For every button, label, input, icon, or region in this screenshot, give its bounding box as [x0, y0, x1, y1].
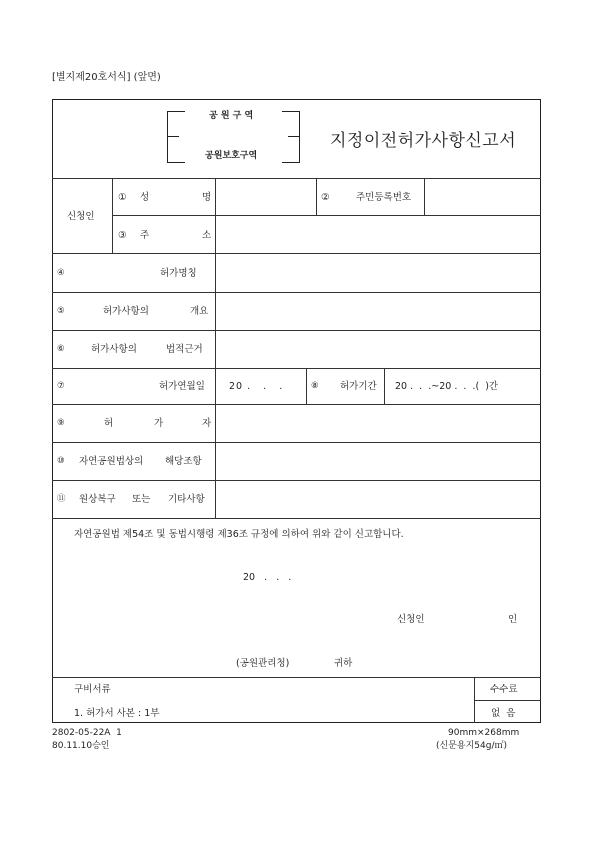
attachment-item: 1. 허가서 사본 : 1부	[74, 708, 160, 719]
attachments-label: 구비서류	[74, 684, 111, 695]
legal-basis-label-b: 법적근거	[166, 344, 203, 355]
signature-applicant-label: 신청인	[397, 614, 425, 625]
rrn-field[interactable]	[425, 179, 540, 214]
paper-type: (신문용지54g/㎡)	[436, 741, 507, 751]
other-matters-label-c: 기타사항	[168, 494, 205, 505]
fee-label: 수수료	[490, 684, 518, 695]
rrn-label: 주민등록번호	[356, 192, 412, 203]
permit-summary-field[interactable]	[216, 293, 540, 329]
permit-holder-number: ⑨	[57, 418, 65, 428]
permit-period-label: 허가기간	[340, 381, 377, 392]
permit-date-label: 허가연월일	[159, 381, 205, 392]
option-bracket-left-mid	[167, 136, 179, 137]
permit-holder-label-b: 가	[154, 418, 164, 429]
permit-name-field[interactable]	[216, 254, 540, 291]
permit-summary-label-a: 허가사항의	[103, 306, 149, 317]
option-park-area: 공 원 구 역	[209, 111, 254, 121]
option-park-protection-area: 공원보호구역	[205, 151, 258, 161]
permit-summary-number: ⑤	[57, 306, 65, 316]
form-code: 2802-05-22A 1	[52, 728, 122, 738]
option-bracket-left	[167, 111, 185, 163]
legal-basis-label-a: 허가사항의	[91, 344, 137, 355]
clause-label-a: 자연공원법상의	[79, 456, 144, 467]
permit-holder-label-a: 허	[104, 418, 114, 429]
approval-date: 80.11.10승인	[52, 741, 110, 751]
permit-date-number: ⑦	[57, 381, 65, 391]
rrn-number: ②	[321, 192, 330, 203]
legal-basis-number: ⑥	[57, 344, 65, 354]
statement-date[interactable]: 20 . . .	[243, 572, 292, 583]
permit-holder-label-c: 자	[202, 418, 212, 429]
recipient-honorific: 귀하	[334, 658, 353, 669]
permit-period-number: ⑧	[311, 381, 319, 391]
permit-summary-label-b: 개요	[190, 306, 209, 317]
address-label-a: 주	[140, 230, 150, 241]
clause-number: ⑩	[57, 456, 65, 466]
permit-period-value[interactable]: 20 . . .~20 . . .( )간	[395, 381, 499, 392]
page-title: 지정이전허가사항신고서	[330, 131, 517, 151]
address-field[interactable]	[216, 216, 540, 252]
statement-text: 자연공원법 제54조 및 동법시행령 제36조 규정에 의하여 위와 같이 신고합니다.	[74, 529, 404, 540]
address-label-b: 소	[202, 230, 212, 241]
clause-label-b: 해당조항	[165, 456, 202, 467]
other-matters-label-b: 또는	[132, 494, 151, 505]
name-field[interactable]	[216, 179, 315, 214]
permit-date-value[interactable]: 20 . . .	[229, 381, 284, 392]
address-number: ③	[118, 230, 127, 241]
permit-name-number: ④	[57, 268, 65, 278]
applicant-label: 신청인	[67, 211, 95, 222]
other-matters-number: ⑪	[57, 494, 66, 504]
other-matters-label-a: 원상복구	[79, 494, 116, 505]
paper-size: 90mm×268mm	[448, 728, 520, 738]
permit-name-label: 허가명칭	[160, 268, 197, 279]
permit-holder-field[interactable]	[216, 405, 540, 441]
seal-mark: 인	[508, 614, 518, 625]
clause-field[interactable]	[216, 443, 540, 479]
other-matters-field[interactable]	[216, 481, 540, 517]
name-label-b: 명	[202, 192, 212, 203]
legal-basis-field[interactable]	[216, 331, 540, 367]
name-label-a: 성	[140, 192, 150, 203]
recipient-authority: (공원관리청)	[236, 658, 290, 669]
name-number: ①	[118, 192, 127, 203]
option-bracket-right	[282, 111, 300, 163]
fee-value: 없 음	[491, 708, 516, 719]
form-label: [별지제20호서식] (앞면)	[52, 72, 161, 83]
option-bracket-right-mid	[288, 136, 300, 137]
